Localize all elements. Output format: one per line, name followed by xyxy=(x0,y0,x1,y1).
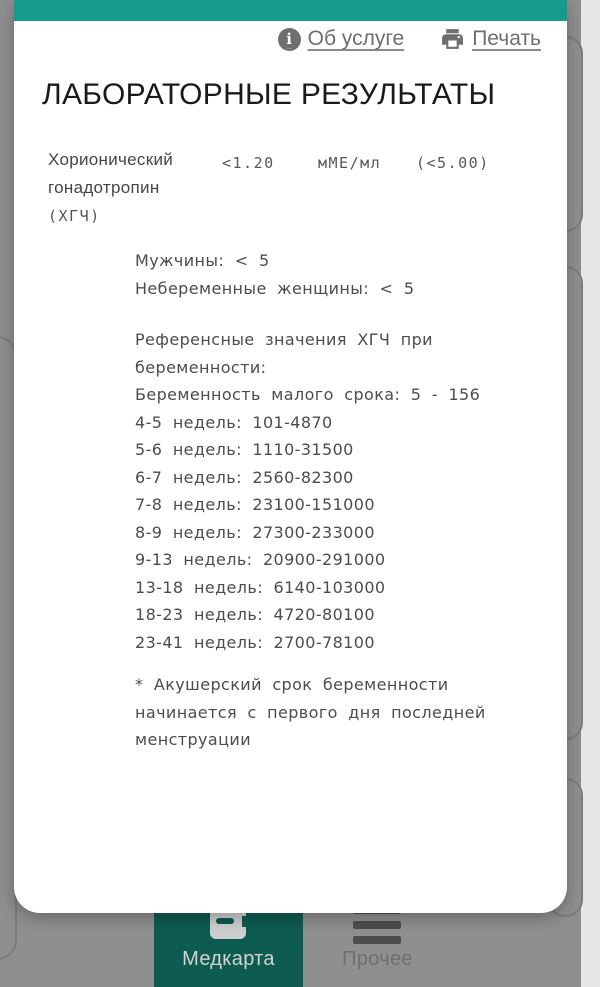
text-line: 9-13 недель: 20900-291000 xyxy=(135,550,386,569)
text-line: Мужчины: < 5 xyxy=(135,251,270,270)
text-line: 5-6 недель: 1110-31500 xyxy=(135,440,354,459)
test-name xyxy=(48,146,222,230)
text-line: * Акушерский срок беременности xyxy=(135,675,449,694)
modal-top-bar xyxy=(14,0,567,21)
page-title: ЛАБОРАТОРНЫЕ РЕЗУЛЬТАТЫ xyxy=(42,78,496,111)
test-value: <1.20 xyxy=(222,154,275,172)
text-line: 4-5 недель: 101-4870 xyxy=(135,412,333,432)
text-line: 18-23 недель: 4720-80100 xyxy=(135,605,375,624)
test-name-line: гонадотропин xyxy=(48,178,160,197)
test-unit: мМЕ/мл xyxy=(318,154,382,172)
nav-tab-label: Прочее xyxy=(342,948,413,970)
footnote xyxy=(135,671,486,754)
text-line: Небеременные женщины: < 5 xyxy=(135,278,415,298)
about-service-label: Об услуге xyxy=(307,27,405,50)
reference-general xyxy=(135,247,414,302)
lab-result-row xyxy=(48,146,551,230)
nav-tab-label: Медкарта xyxy=(182,948,275,970)
info-icon: i xyxy=(278,28,301,51)
text-line: 6-7 недель: 2560-82300 xyxy=(135,467,354,487)
text-line: 8-9 недель: 27300-233000 xyxy=(135,522,375,542)
test-name-line: Хорионический xyxy=(48,150,174,169)
printer-icon xyxy=(440,28,465,51)
text-line: Беременность малого срока: 5 - 156 xyxy=(135,385,481,404)
text-line: менструации xyxy=(135,730,252,749)
modal-actions xyxy=(278,27,541,51)
text-line: 13-18 недель: 6140-103000 xyxy=(135,577,386,597)
lab-results-modal xyxy=(14,0,567,913)
print-link[interactable] xyxy=(440,27,541,51)
text-line: беременности: xyxy=(135,357,267,377)
background-page-edge xyxy=(581,0,600,987)
text-line: Референсные значения ХГЧ при xyxy=(135,330,433,349)
text-line: начинается с первого дня последней xyxy=(135,702,486,722)
reference-pregnancy xyxy=(135,326,480,656)
test-name-line: (ХГЧ) xyxy=(48,207,101,225)
test-reference-limit: (<5.00) xyxy=(416,154,490,172)
text-line: 23-41 недель: 2700-78100 xyxy=(135,632,375,652)
about-service-link[interactable] xyxy=(278,27,405,51)
text-line: 7-8 недель: 23100-151000 xyxy=(135,495,375,514)
print-label: Печать xyxy=(472,27,541,50)
